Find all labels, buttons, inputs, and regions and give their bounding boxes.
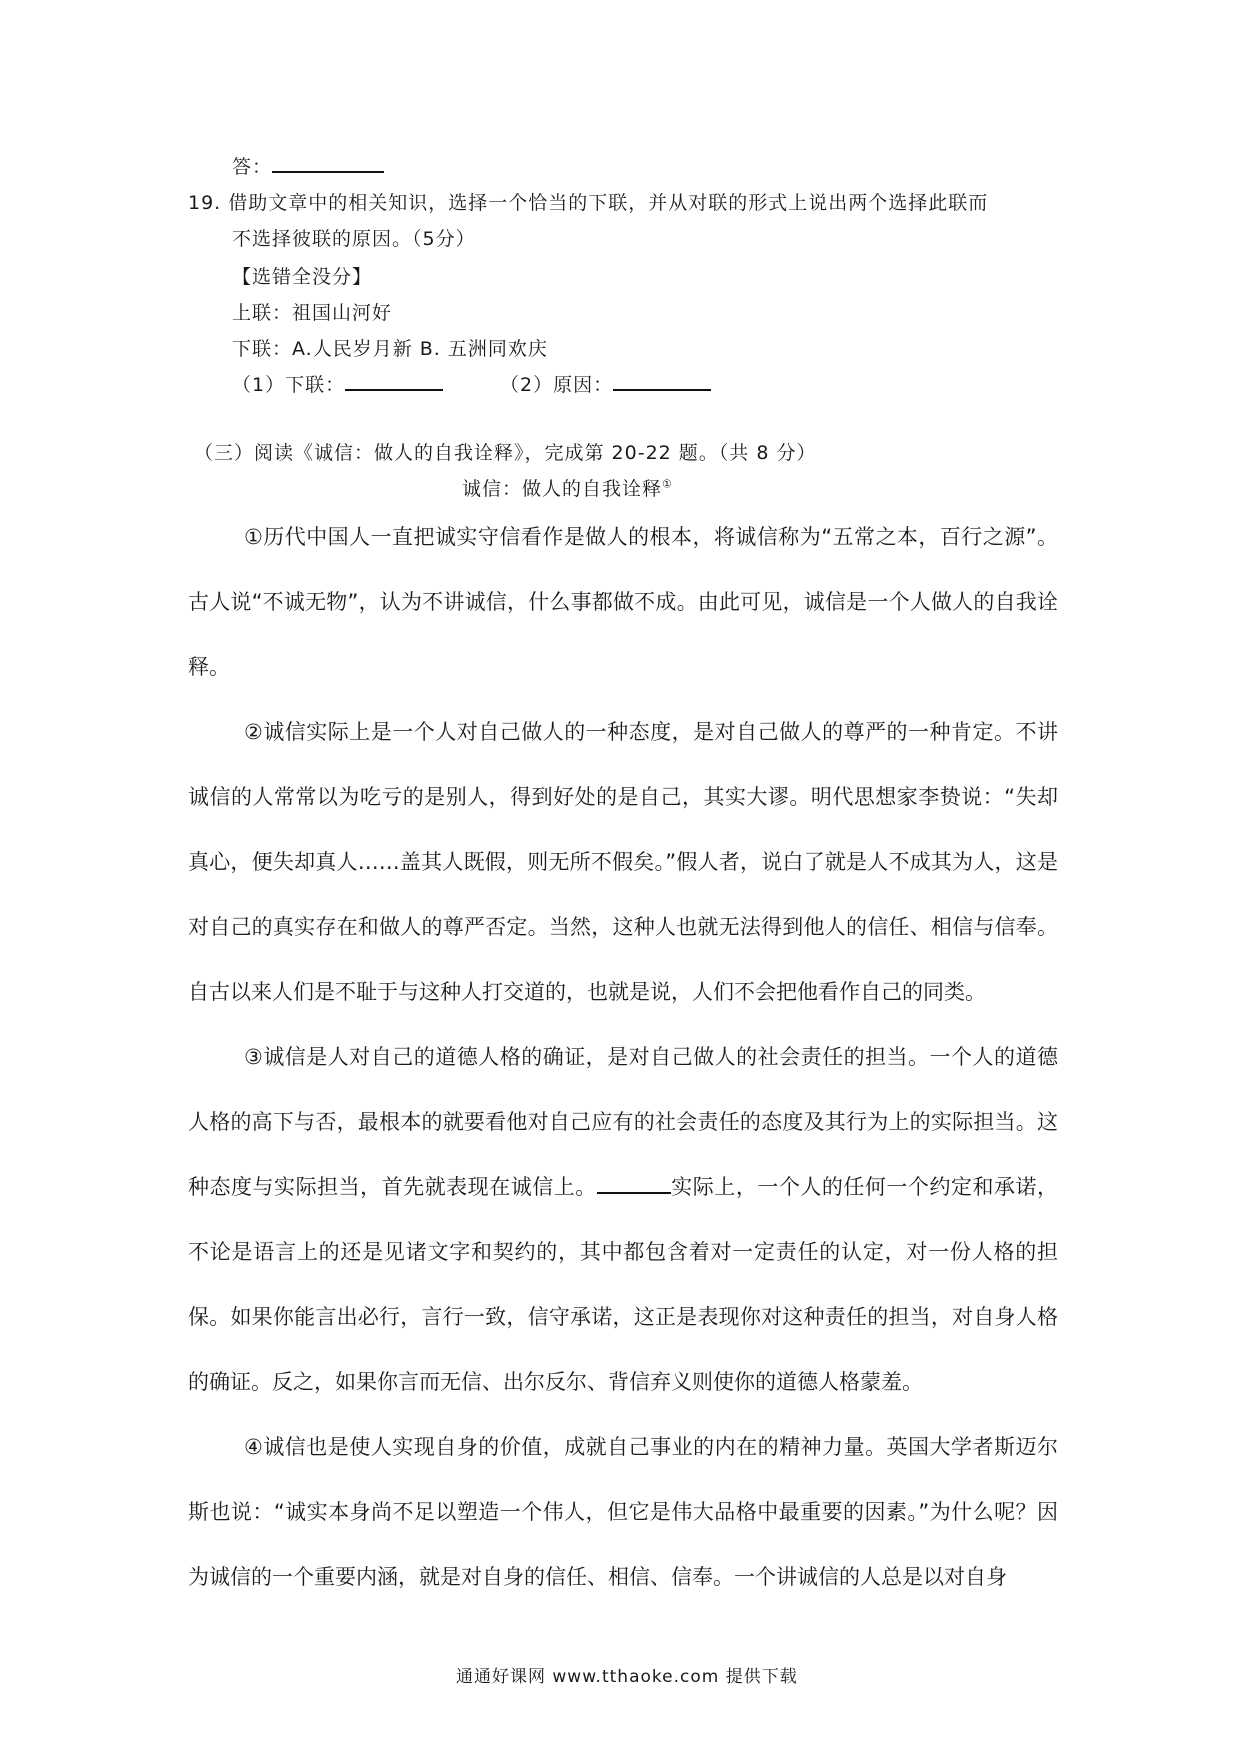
- question-prompt-line-1: 借助文章中的相关知识，选择一个恰当的下联，并从对联的形式上说出两个选择此联而: [228, 192, 989, 214]
- page-footer: 通通好课网 www.tthaoke.com 提供下载: [456, 1667, 798, 1687]
- scoring-note: 【选错全没分】: [232, 266, 373, 288]
- paragraph-4: ④诚信也是使人实现自身的价值，成就自己事业的内在的精神力量。英国大学者斯迈尔斯也说：“诚实本身尚不足以塑造一个伟人，但它是伟大品格中最重要的因素。”为什么呢？因为诚信的一个重要内涵，就是对自身的信任、相信、信奉。一个讲诚信的人总是以对自身: [188, 1435, 1058, 1589]
- question-prompt-line-2: 不选择彼联的原因。（5分）: [232, 228, 476, 250]
- couplet-lower-options: 下联：A.人民岁月新 B. 五洲同欢庆: [232, 338, 548, 360]
- answer-1: [232, 370, 443, 397]
- paragraph-3-blank[interactable]: [597, 1172, 671, 1194]
- paragraph-3-part-2: 实际上，一个人的任何一个约定和承诺，不论是语言上的还是见诸文字和契约的，其中都包含着对一定责任的认定，对一份人格的担保。如果你能言出必行，言行一致，信守承诺，这正是表现你对这种责任的担当，对自身人格的确证。反之，如果你言而无信、出尔反尔、背信弃义则使你的道德人格蒙羞。: [188, 1175, 1059, 1394]
- article-title: [462, 474, 673, 501]
- section-heading: （三）阅读《诚信：做人的自我诠释》，完成第 20-22 题。（共 8 分）: [194, 442, 817, 464]
- answer-line: [232, 152, 384, 179]
- answer-label: 答：: [232, 156, 273, 178]
- article-title-note: ①: [662, 477, 673, 491]
- answer-1-label: （1）下联：: [232, 374, 346, 396]
- paragraph-3-part-1: ③诚信是人对自己的道德人格的确证，是对自己做人的社会责任的担当。一个人的道德人格的高下与否，最根本的就要看他对自己应有的社会责任的态度及其行为上的实际担当。这种态度与实际担当，首先就表现在诚信上。: [188, 1045, 1058, 1199]
- answer-2-label: （2）原因：: [500, 374, 614, 396]
- article-title-text: 诚信：做人的自我诠释: [462, 478, 663, 500]
- paragraph-1: ①历代中国人一直把诚实守信看作是做人的根本，将诚信称为“五常之本，百行之源”。古人说“不诚无物”，认为不讲诚信，什么事都做不成。由此可见，诚信是一个人做人的自我诠释。: [188, 525, 1058, 679]
- couplet-upper: 上联：祖国山河好: [232, 302, 393, 324]
- answer-2: [500, 370, 711, 397]
- answer-1-blank[interactable]: [345, 371, 443, 391]
- answer-2-blank[interactable]: [613, 371, 711, 391]
- answer-blank[interactable]: [272, 153, 384, 173]
- paragraph-3: [188, 1025, 1058, 1415]
- question-number: 19.: [188, 192, 222, 214]
- paragraph-2: ②诚信实际上是一个人对自己做人的一种态度，是对自己做人的尊严的一种肯定。不讲诚信的人常常以为吃亏的是别人，得到好处的是自己，其实大谬。明代思想家李贽说：“失却真心，便失却真人……盖其人既假，则无所不假矣。”假人者，说白了就是人不成其为人，这是对自己的真实存在和做人的尊严否定。当然，这种人也就无法得到他人的信任、相信与信奉。自古以来人们是不耻于与这种人打交道的，也就是说，人们不会把他看作自己的同类。: [188, 720, 1058, 1004]
